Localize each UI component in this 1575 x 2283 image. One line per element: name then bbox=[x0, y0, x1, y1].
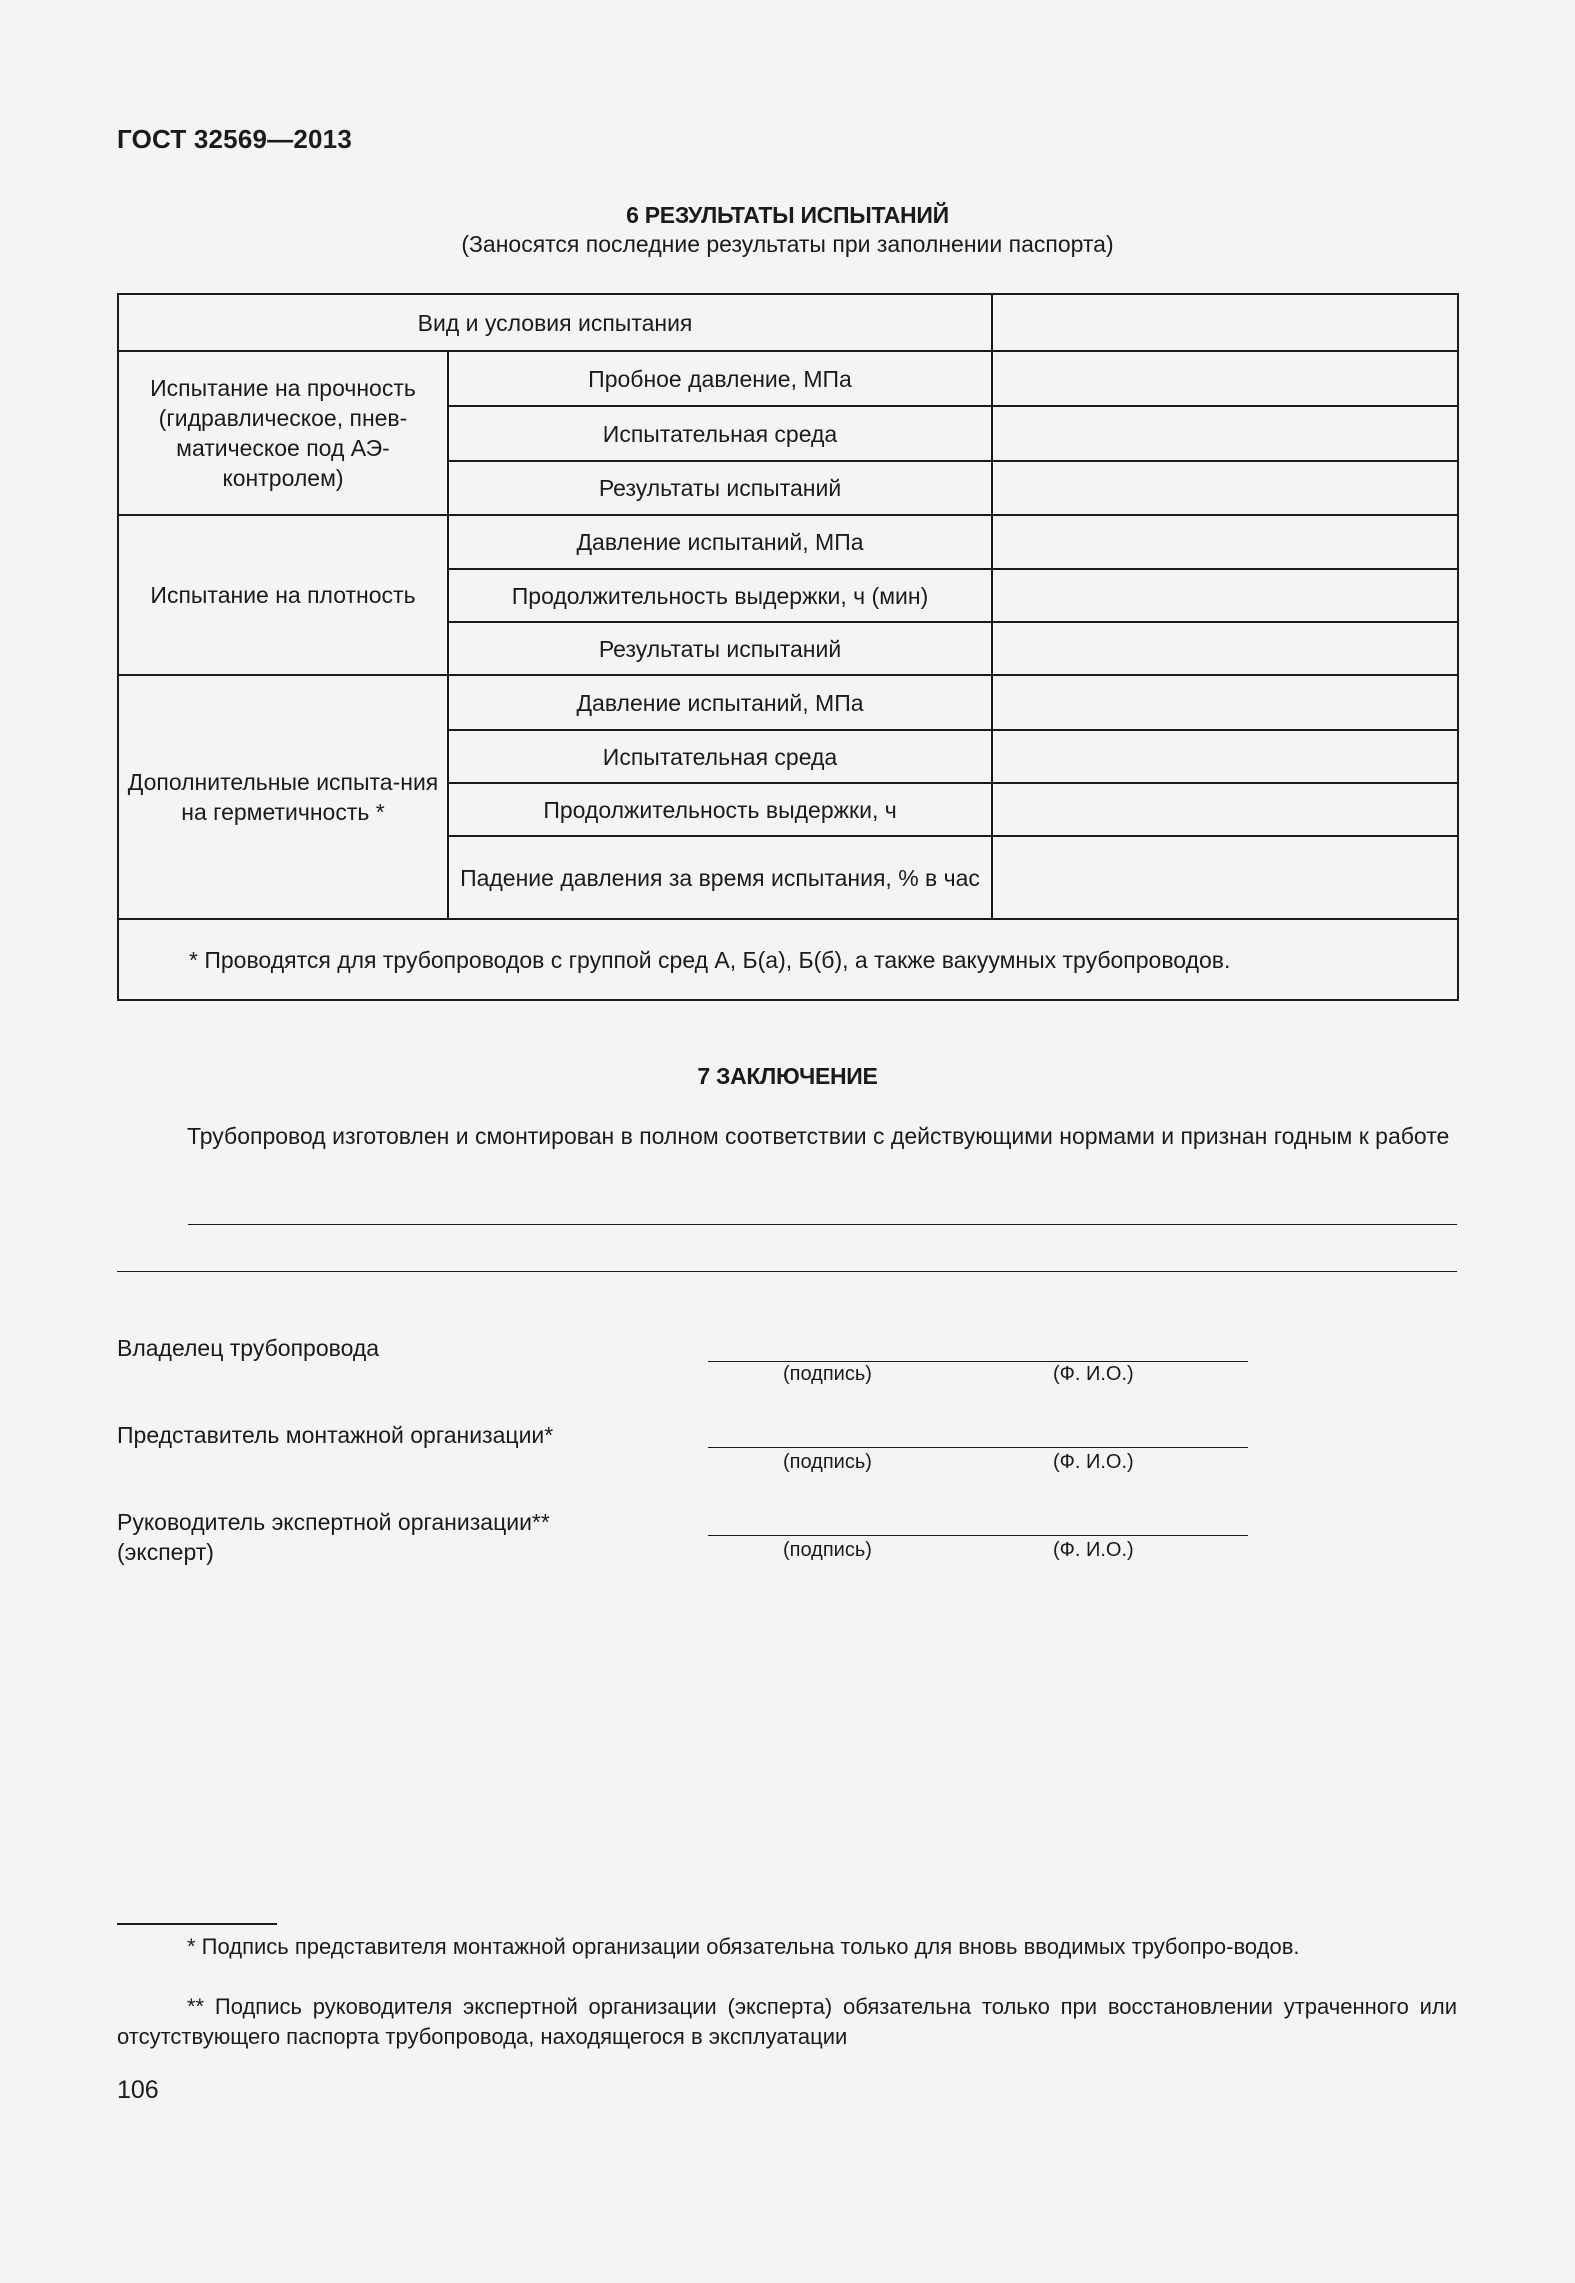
param-cell: Давление испытаний, МПа bbox=[448, 515, 992, 569]
header-cell-test-type: Вид и условия испытания bbox=[118, 294, 992, 351]
param-cell: Пробное давление, МПа bbox=[448, 351, 992, 406]
conclusion-blank-line bbox=[188, 1224, 1457, 1225]
param-cell: Продолжительность выдержки, ч (мин) bbox=[448, 569, 992, 622]
section6-subtitle: (Заносятся последние результаты при заполнении паспорта) bbox=[461, 231, 1114, 257]
table-row bbox=[118, 515, 1458, 569]
section7-title: 7 ЗАКЛЮЧЕНИЕ bbox=[697, 1063, 878, 1089]
signature-label-expert bbox=[117, 1507, 550, 1567]
name-caption: (Ф. И.О.) bbox=[1053, 1539, 1134, 1561]
group-additional-test: Дополнительные испыта-ния на герметичность * bbox=[118, 675, 448, 919]
conclusion-text: Трубопровод изготовлен и смонтирован в полном соответствии с действующими нормами и признан годным к работе bbox=[187, 1123, 1450, 1149]
value-cell bbox=[992, 406, 1458, 461]
value-cell bbox=[992, 730, 1458, 783]
value-cell bbox=[992, 783, 1458, 836]
param-cell: Испытательная среда bbox=[448, 730, 992, 783]
footnote-separator bbox=[117, 1923, 277, 1925]
value-cell bbox=[992, 622, 1458, 675]
signature-caption: (подпись) bbox=[783, 1539, 872, 1561]
name-caption: (Ф. И.О.) bbox=[1053, 1451, 1134, 1473]
value-cell bbox=[992, 675, 1458, 730]
page-number: 106 bbox=[117, 2076, 159, 2104]
conclusion-blank-line bbox=[117, 1271, 1457, 1272]
value-cell bbox=[992, 569, 1458, 622]
signature-label-text: Руководитель экспертной организации** bbox=[117, 1509, 550, 1535]
signature-label-owner bbox=[117, 1333, 379, 1363]
group-tightness-test: Испытание на плотность bbox=[118, 515, 448, 675]
param-cell: Продолжительность выдержки, ч bbox=[448, 783, 992, 836]
param-cell: Испытательная среда bbox=[448, 406, 992, 461]
value-cell bbox=[992, 351, 1458, 406]
signature-caption: (подпись) bbox=[783, 1451, 872, 1473]
param-cell: Результаты испытаний bbox=[448, 461, 992, 515]
value-cell bbox=[992, 836, 1458, 919]
signature-caption: (подпись) bbox=[783, 1363, 872, 1385]
section6-title: 6 РЕЗУЛЬТАТЫ ИСПЫТАНИЙ bbox=[626, 202, 949, 228]
document-header: ГОСТ 32569—2013 bbox=[117, 124, 352, 154]
test-results-table bbox=[117, 293, 1459, 1001]
signature-line bbox=[708, 1447, 1248, 1448]
footnote: * Подпись представителя монтажной организации обязательна только для вновь вводимых трубопро-водов. bbox=[187, 1934, 1300, 1959]
footnote: ** Подпись руководителя экспертной организации (эксперта) обязательна только при восстановлении утраченного или отсутствующего паспорта трубопровода, находящегося в эксплуатации bbox=[117, 1994, 1457, 2049]
signature-label-text-2: (эксперт) bbox=[117, 1539, 214, 1565]
param-cell: Давление испытаний, МПа bbox=[448, 675, 992, 730]
name-caption: (Ф. И.О.) bbox=[1053, 1363, 1134, 1385]
table-row bbox=[118, 675, 1458, 730]
signature-label-text: Представитель монтажной организации* bbox=[117, 1422, 554, 1448]
value-cell bbox=[992, 461, 1458, 515]
signature-label-installer bbox=[117, 1420, 553, 1450]
group-strength-test: Испытание на прочность (гидравлическое, пнев-матическое под АЭ-контролем) bbox=[118, 351, 448, 515]
signature-line bbox=[708, 1535, 1248, 1536]
signature-label-text: Владелец трубопровода bbox=[117, 1335, 380, 1361]
table-footnote: * Проводятся для трубопроводов с группой сред А, Б(а), Б(б), а также вакуумных трубопроводов. bbox=[118, 919, 1458, 1000]
param-cell: Падение давления за время испытания, % в час bbox=[448, 836, 992, 919]
value-cell bbox=[992, 515, 1458, 569]
signature-line bbox=[708, 1361, 1248, 1362]
table-note-row bbox=[118, 919, 1458, 1000]
header-cell-value bbox=[992, 294, 1458, 351]
param-cell: Результаты испытаний bbox=[448, 622, 992, 675]
table-row bbox=[118, 351, 1458, 406]
table-header-row bbox=[118, 294, 1458, 351]
